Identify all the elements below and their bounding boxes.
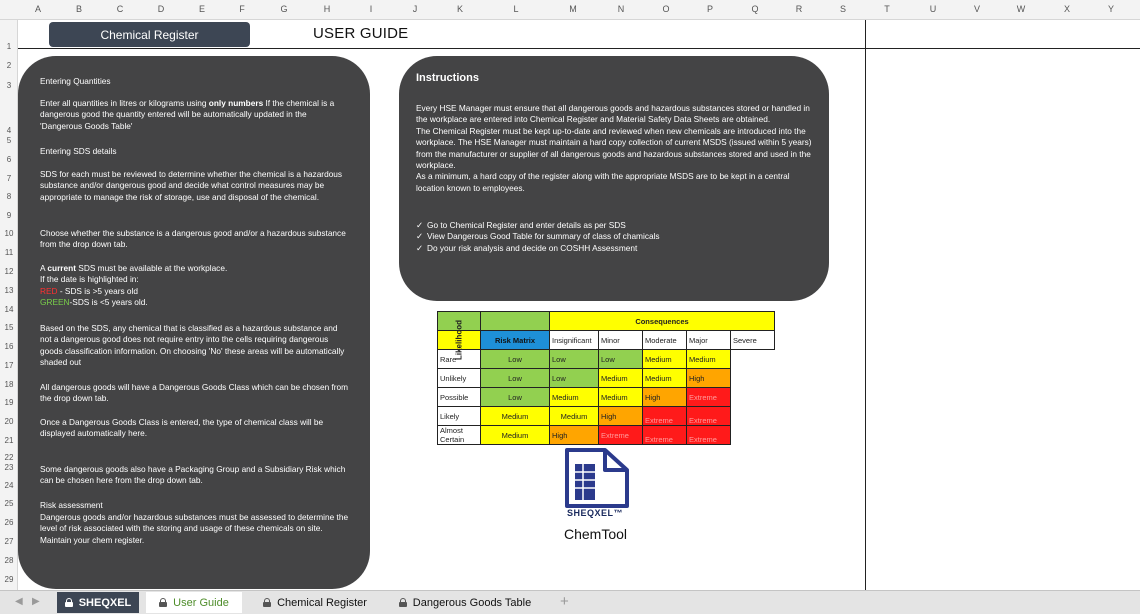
current-sds-text xyxy=(40,263,350,309)
risk-cell: Medium xyxy=(550,407,599,426)
row-header-bar xyxy=(0,20,18,590)
user-guide-panel xyxy=(18,56,370,589)
consequences-header: Consequences xyxy=(550,312,775,331)
tab-nav-prev-icon[interactable]: ◀ xyxy=(15,596,23,607)
row-header-14[interactable]: 14 xyxy=(4,305,14,314)
column-header-g[interactable]: G xyxy=(280,4,288,14)
dg-entered-text: Once a Dangerous Goods Class is entered, the type of chemical class will be displayed automatically here. xyxy=(40,417,324,439)
tab-user-guide[interactable] xyxy=(146,592,242,613)
lock-icon xyxy=(65,598,73,607)
risk-cell: Low xyxy=(481,350,550,369)
column-header-c[interactable]: C xyxy=(116,4,124,14)
risk-cell: High xyxy=(643,388,687,407)
column-header-i[interactable]: I xyxy=(369,4,373,14)
column-header-t[interactable]: T xyxy=(884,4,890,14)
column-header-j[interactable]: J xyxy=(412,4,418,14)
row-header-22[interactable]: 22 xyxy=(4,453,14,462)
row-header-20[interactable]: 20 xyxy=(4,417,14,426)
instructions-p1: Every HSE Manager must ensure that all dangerous goods and hazardous substances stored or handled in the workplace are entered into Chemical Register and Material Safety Data Sheets are obtained. xyxy=(416,103,810,125)
risk-cell: Extreme xyxy=(599,426,643,445)
column-header-b[interactable]: B xyxy=(75,4,83,14)
instructions-panel xyxy=(399,56,829,301)
choose-text: Choose whether the substance is a dangerous good and/or a hazardous substance from the drop down tab. xyxy=(40,228,346,250)
column-header-d[interactable]: D xyxy=(157,4,165,14)
column-header-r[interactable]: R xyxy=(795,4,803,14)
row-header-4[interactable]: 4 xyxy=(6,126,12,135)
row-header-2[interactable]: 2 xyxy=(6,61,12,70)
column-header-p[interactable]: P xyxy=(706,4,714,14)
instructions-checklist xyxy=(416,220,816,254)
red-text: - SDS is >5 years old xyxy=(57,285,138,296)
entering-quantities-title: Entering Quantities xyxy=(40,76,111,86)
instructions-title: Instructions xyxy=(416,72,479,84)
chemical-register-button[interactable]: Chemical Register xyxy=(49,22,250,47)
risk-cell: Extreme xyxy=(687,426,731,445)
instructions-p3: As a minimum, a hard copy of the register along with the appropriate MSDS are to be kept in a central location known to employees. xyxy=(416,171,790,193)
frame-line-top xyxy=(18,48,1140,49)
risk-cell: High xyxy=(687,369,731,388)
risk-matrix-row xyxy=(438,350,775,369)
page-title: USER GUIDE xyxy=(313,25,409,42)
consequence-header: Insignificant xyxy=(550,331,599,350)
risk-cell: Extreme xyxy=(643,426,687,445)
risk-cell: Low xyxy=(481,369,550,388)
row-header-27[interactable]: 27 xyxy=(4,537,14,546)
row-header-25[interactable]: 25 xyxy=(4,499,14,508)
risk-cell: High xyxy=(550,426,599,445)
checkmark-icon: ✓ xyxy=(416,220,423,230)
column-header-f[interactable]: F xyxy=(239,4,245,14)
sheqxel-brand: SHEQXEL™ xyxy=(567,508,624,518)
risk-matrix-row xyxy=(438,369,775,388)
risk-cell: Low xyxy=(550,350,599,369)
quantities-text-pre: Enter all quantities in litres or kilograms using xyxy=(40,98,209,108)
tab-dangerous-goods-label: Dangerous Goods Table xyxy=(412,596,532,609)
checklist-item xyxy=(416,243,816,254)
column-header-a[interactable]: A xyxy=(34,4,42,14)
checklist-label: View Dangerous Good Table for summary of class of chamicals xyxy=(427,231,660,242)
checklist-item xyxy=(416,220,816,231)
checklist-label: Go to Chemical Register and enter details as per SDS xyxy=(427,220,626,230)
column-header-w[interactable]: W xyxy=(1016,4,1026,14)
likelihood-row-label: Rare xyxy=(438,350,481,369)
green-text: -SDS is <5 years old. xyxy=(69,297,148,308)
row-header-23[interactable]: 23 xyxy=(4,463,14,472)
row-header-1[interactable]: 1 xyxy=(6,42,12,51)
quantities-text-post: If the chemical is a dangerous good the quantity entered will be automatically updated in the 'Dangerous Goods Table' xyxy=(40,98,335,131)
risk-matrix-table xyxy=(437,311,775,445)
row-header-3[interactable]: 3 xyxy=(6,81,12,90)
risk-cell: Medium xyxy=(643,369,687,388)
column-header-k[interactable]: K xyxy=(456,4,464,14)
consequence-header: Severe xyxy=(731,331,775,350)
quantities-text-bold: only numbers xyxy=(208,98,264,108)
tab-dangerous-goods-table[interactable] xyxy=(385,592,545,613)
row-header-17[interactable]: 17 xyxy=(4,361,14,370)
column-header-x[interactable]: X xyxy=(1063,4,1071,14)
sheet-tab-bar xyxy=(0,590,1140,614)
column-header-l[interactable]: L xyxy=(513,4,519,14)
column-header-y[interactable]: Y xyxy=(1107,4,1115,14)
row-header-9[interactable]: 9 xyxy=(6,211,12,220)
likelihood-row-label: Likely xyxy=(438,407,481,426)
checkmark-icon: ✓ xyxy=(416,231,423,242)
row-header-28[interactable]: 28 xyxy=(4,556,14,565)
risk-matrix-label: Risk Matrix xyxy=(481,331,550,350)
row-header-6[interactable]: 6 xyxy=(6,155,12,164)
highlight-text: If the date is highlighted in: xyxy=(40,274,139,285)
risk-matrix-row xyxy=(438,426,775,445)
quantities-text xyxy=(40,98,350,132)
row-header-16[interactable]: 16 xyxy=(4,342,14,351)
risk-cell: Medium xyxy=(481,426,550,445)
row-header-8[interactable]: 8 xyxy=(6,192,12,201)
consequence-header: Moderate xyxy=(643,331,687,350)
row-header-15[interactable]: 15 xyxy=(4,323,14,332)
risk-cell: Low xyxy=(481,388,550,407)
consequence-header: Minor xyxy=(599,331,643,350)
green-label: GREEN xyxy=(40,297,70,308)
tab-user-guide-label: User Guide xyxy=(173,596,229,609)
current-sds-post: SDS must be available at the workplace. xyxy=(75,263,228,273)
column-header-n[interactable]: N xyxy=(617,4,625,14)
row-header-13[interactable]: 13 xyxy=(4,286,14,295)
risk-matrix-row xyxy=(438,388,775,407)
risk-cell: Medium xyxy=(599,388,643,407)
current-sds-pre: A xyxy=(40,263,48,273)
likelihood-row-label: Unlikely xyxy=(438,369,481,388)
risk-assessment-title: Risk assessment xyxy=(40,500,103,510)
sds-text: SDS for each must be reviewed to determine whether the chemical is a hazardous substance and/or dangerous good and decide what control measures may be appropriate to manage the risk of storage, use and disposal of the chemical. xyxy=(40,169,343,202)
row-header-24[interactable]: 24 xyxy=(4,481,14,490)
tab-nav-next-icon[interactable]: ▶ xyxy=(32,596,40,607)
lock-icon xyxy=(263,598,271,607)
likelihood-row-label: Almost Certain xyxy=(438,426,481,445)
lock-icon xyxy=(399,598,407,607)
column-header-m[interactable]: M xyxy=(569,4,577,14)
red-label: RED xyxy=(40,285,58,296)
row-header-10[interactable]: 10 xyxy=(4,229,14,238)
risk-cell: Extreme xyxy=(687,407,731,426)
row-header-12[interactable]: 12 xyxy=(4,267,14,276)
entering-sds-title: Entering SDS details xyxy=(40,146,117,156)
risk-cell: Medium xyxy=(550,388,599,407)
row-header-19[interactable]: 19 xyxy=(4,398,14,407)
column-header-e[interactable]: E xyxy=(198,4,206,14)
instructions-text xyxy=(416,103,816,194)
tab-chemical-register[interactable] xyxy=(250,592,380,613)
tab-sheqxel-label: SHEQXEL xyxy=(78,596,132,609)
likelihood-row-label: Possible xyxy=(438,388,481,407)
checklist-item xyxy=(416,231,816,242)
chemtool-name: ChemTool xyxy=(564,526,628,542)
current-sds-bold: current xyxy=(47,263,76,273)
risk-assessment-text: Dangerous goods and/or hazardous substances must be assessed to determine the level of risk associated with the storing and usage of these chemicals on site. Maintain your chem register. xyxy=(40,512,349,545)
packaging-text: Some dangerous goods also have a Packaging Group and a Subsidiary Risk which can be chosen here from the drop down tab. xyxy=(40,464,346,486)
based-on-sds-text: Based on the SDS, any chemical that is classified as a hazardous substance and not a dangerous good does not require entry into the cells requiring dangerous goods classification information. On choosing 'No' these areas will be automatically shaded out xyxy=(40,323,345,368)
row-header-26[interactable]: 26 xyxy=(4,518,14,527)
dg-class-text: All dangerous goods will have a Dangerous Goods Class which can be chosen from the drop down tab. xyxy=(40,382,349,404)
column-header-h[interactable]: H xyxy=(323,4,331,14)
chemtool-document-icon xyxy=(561,448,633,508)
risk-cell: Extreme xyxy=(687,388,731,407)
risk-cell: Low xyxy=(550,369,599,388)
column-header-o[interactable]: O xyxy=(662,4,670,14)
row-header-7[interactable]: 7 xyxy=(6,174,12,183)
column-header-bar xyxy=(0,0,1140,20)
row-header-5[interactable]: 5 xyxy=(6,136,12,145)
row-header-11[interactable]: 11 xyxy=(4,248,14,257)
instructions-p2: The Chemical Register must be kept up-to-date and reviewed when new chemicals are introduced into the workplace. The HSE Manager must maintain a hard copy collection of current MSDS (issued within 5 years) from the manufacturer or supplier of all dangerous goods and hazardous substances stored and used in the workplace. xyxy=(416,125,812,171)
risk-cell: Medium xyxy=(687,350,731,369)
risk-matrix-row xyxy=(438,407,775,426)
column-header-u[interactable]: U xyxy=(929,4,937,14)
frame-line-right xyxy=(865,20,866,590)
row-header-29[interactable]: 29 xyxy=(4,575,14,584)
row-header-18[interactable]: 18 xyxy=(4,380,14,389)
risk-cell: Low xyxy=(599,350,643,369)
risk-cell: Medium xyxy=(643,350,687,369)
column-header-q[interactable]: Q xyxy=(751,4,759,14)
lock-icon xyxy=(159,598,167,607)
risk-cell: Medium xyxy=(481,407,550,426)
checklist-label: Do your risk analysis and decide on COSHH Assessment xyxy=(427,242,638,253)
risk-cell: Extreme xyxy=(643,407,687,426)
checkmark-icon: ✓ xyxy=(416,242,423,253)
tab-chemical-register-label: Chemical Register xyxy=(277,596,367,609)
add-sheet-button[interactable]: + xyxy=(560,593,569,610)
risk-cell: High xyxy=(599,407,643,426)
tab-sheqxel[interactable] xyxy=(57,592,139,613)
matrix-corner xyxy=(481,312,550,331)
row-header-21[interactable]: 21 xyxy=(4,436,14,445)
column-header-s[interactable]: S xyxy=(839,4,847,14)
risk-cell: Medium xyxy=(599,369,643,388)
consequence-header: Major xyxy=(687,331,731,350)
likelihood-label: Likelihood xyxy=(454,320,464,360)
column-header-v[interactable]: V xyxy=(973,4,981,14)
